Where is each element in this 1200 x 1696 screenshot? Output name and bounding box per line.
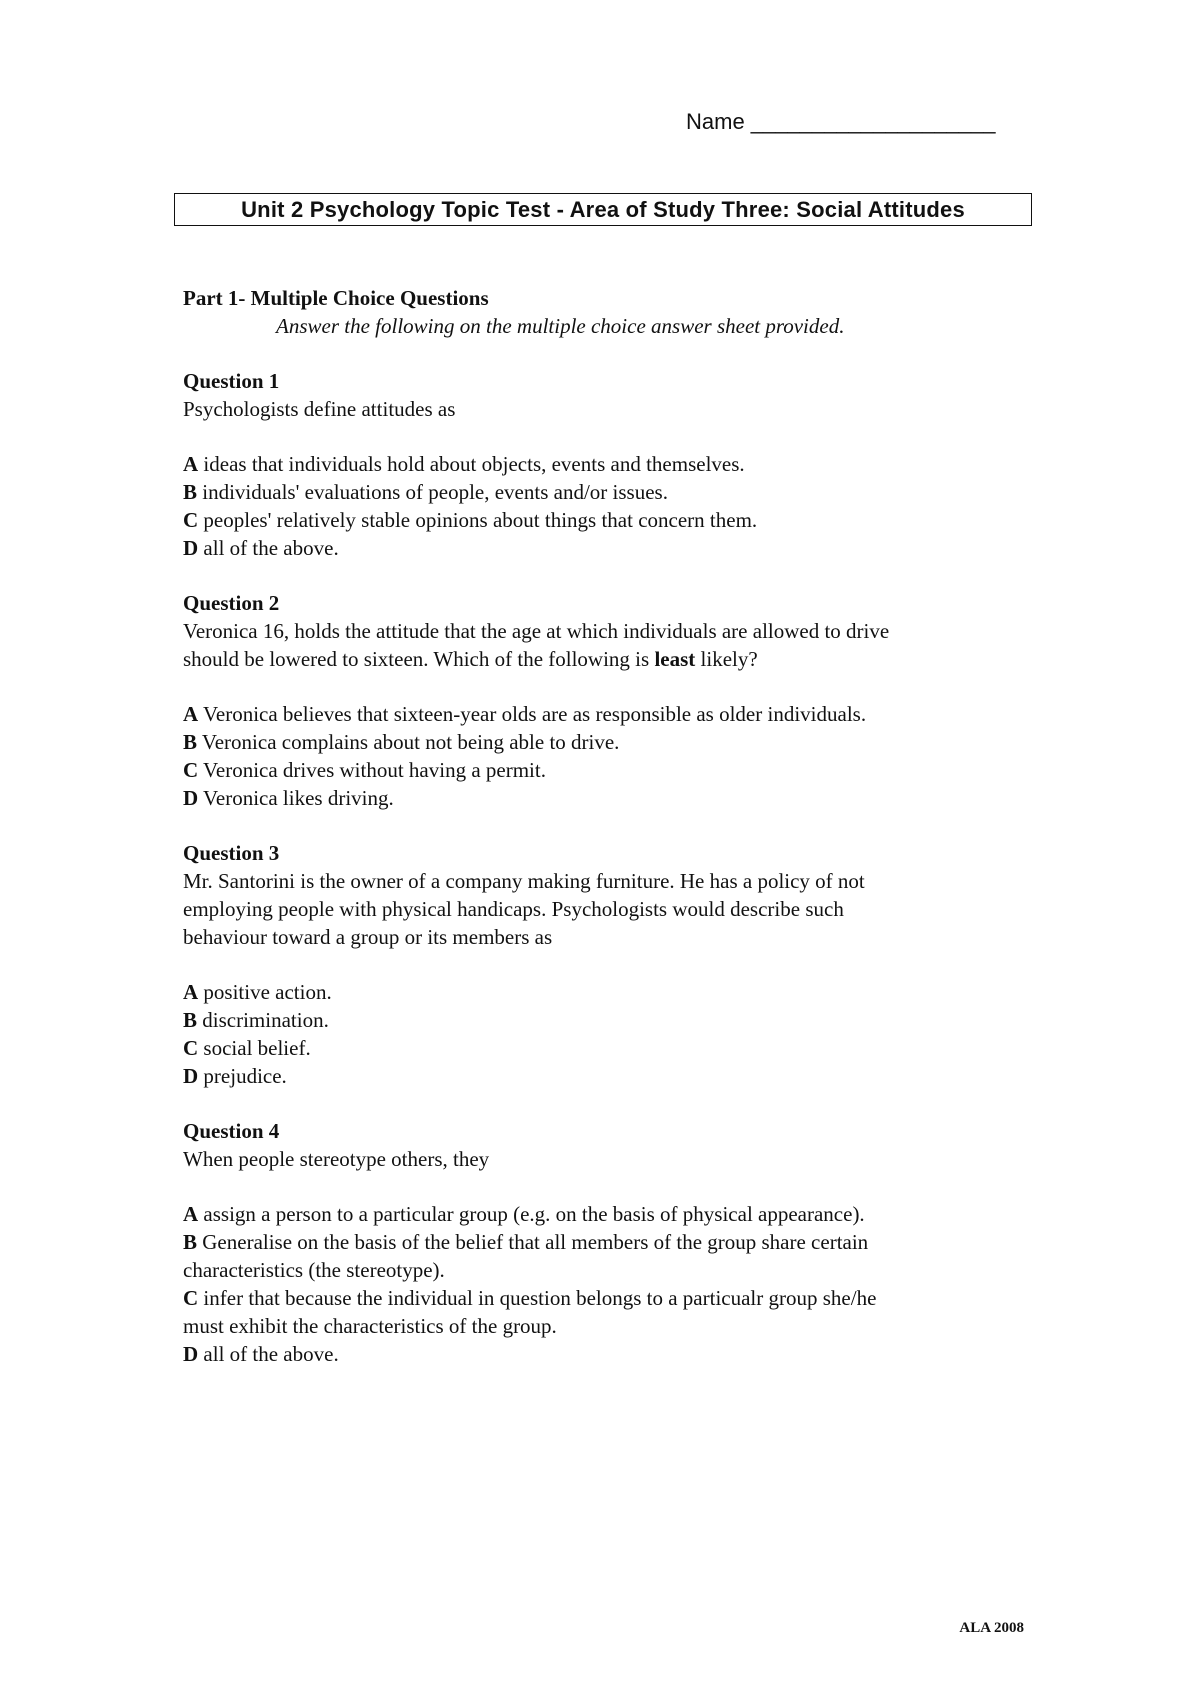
option-a (183, 978, 1033, 1006)
option-text: infer that because the individual in question belongs to a particualr group she/he (198, 1286, 877, 1310)
option-text: ideas that individuals hold about objects, events and themselves. (198, 452, 745, 476)
option-b (183, 1228, 1033, 1256)
option-a (183, 450, 1033, 478)
option-d (183, 1062, 1033, 1090)
question-3 (183, 839, 1033, 1090)
option-text: positive action. (198, 980, 332, 1004)
name-field-line: Name ____________________ (686, 109, 996, 134)
option-text: discrimination. (197, 1008, 329, 1032)
option-letter: A (183, 1202, 199, 1226)
question-stem: employing people with physical handicaps. Psychologists would describe such (183, 897, 844, 921)
option-b (183, 728, 1033, 756)
option-text: social belief. (198, 1036, 311, 1060)
option-letter: B (183, 480, 198, 504)
part-heading: Part 1- Multiple Choice Questions (183, 286, 489, 310)
option-letter: A (183, 702, 199, 726)
option-text: Veronica drives without having a permit. (198, 758, 546, 782)
option-letter: B (183, 1008, 198, 1032)
option-letter: C (183, 1036, 199, 1060)
stem-emphasis: least (654, 647, 696, 671)
option-text: Veronica complains about not being able to drive. (197, 730, 620, 754)
question-label: Question 3 (183, 841, 280, 865)
option-letter: C (183, 758, 199, 782)
page-title: Unit 2 Psychology Topic Test - Area of Study Three: Social Attitudes (174, 193, 1032, 226)
stem-text: likely? (695, 647, 758, 671)
option-letter: B (183, 1230, 198, 1254)
option-letter: A (183, 452, 199, 476)
question-1 (183, 367, 1033, 562)
stem-text: should be lowered to sixteen. Which of the following is (183, 647, 655, 671)
option-b (183, 478, 1033, 506)
option-c (183, 756, 1033, 784)
option-c (183, 1284, 1033, 1312)
footer-credit: ALA 2008 (959, 1620, 1024, 1636)
option-text: peoples' relatively stable opinions about things that concern them. (198, 508, 758, 532)
option-d (183, 1340, 1033, 1368)
test-content (183, 284, 1033, 1368)
option-a (183, 700, 1033, 728)
option-letter: B (183, 730, 198, 754)
question-4 (183, 1117, 1033, 1368)
option-c-continued: must exhibit the characteristics of the group. (183, 1314, 557, 1338)
option-text: prejudice. (198, 1064, 287, 1088)
question-label: Question 1 (183, 369, 280, 393)
part-instructions: Answer the following on the multiple choice answer sheet provided. (276, 314, 845, 338)
option-text: assign a person to a particular group (e.g. on the basis of physical appearance). (198, 1202, 865, 1226)
question-stem: Veronica 16, holds the attitude that the age at which individuals are allowed to drive (183, 619, 890, 643)
option-letter: C (183, 508, 199, 532)
option-text: Generalise on the basis of the belief that all members of the group share certain (197, 1230, 869, 1254)
question-stem: Psychologists define attitudes as (183, 397, 456, 421)
option-c (183, 1034, 1033, 1062)
option-b-continued: characteristics (the stereotype). (183, 1258, 445, 1282)
question-stem: When people stereotype others, they (183, 1147, 490, 1171)
option-d (183, 784, 1033, 812)
option-a (183, 1200, 1033, 1228)
option-text: individuals' evaluations of people, events and/or issues. (197, 480, 668, 504)
question-stem: behaviour toward a group or its members as (183, 925, 553, 949)
question-stem (183, 645, 1033, 673)
option-b (183, 1006, 1033, 1034)
option-c (183, 506, 1033, 534)
option-letter: C (183, 1286, 199, 1310)
option-text: Veronica likes driving. (198, 786, 394, 810)
option-d (183, 534, 1033, 562)
option-letter: A (183, 980, 199, 1004)
option-letter: D (183, 1342, 199, 1366)
option-text: Veronica believes that sixteen-year olds are as responsible as older individuals. (198, 702, 867, 726)
option-text: all of the above. (198, 536, 339, 560)
question-stem: Mr. Santorini is the owner of a company making furniture. He has a policy of not (183, 869, 865, 893)
question-label: Question 4 (183, 1119, 280, 1143)
option-text: all of the above. (198, 1342, 339, 1366)
question-2 (183, 589, 1033, 812)
option-letter: D (183, 536, 199, 560)
option-letter: D (183, 786, 199, 810)
option-letter: D (183, 1064, 199, 1088)
question-label: Question 2 (183, 591, 280, 615)
